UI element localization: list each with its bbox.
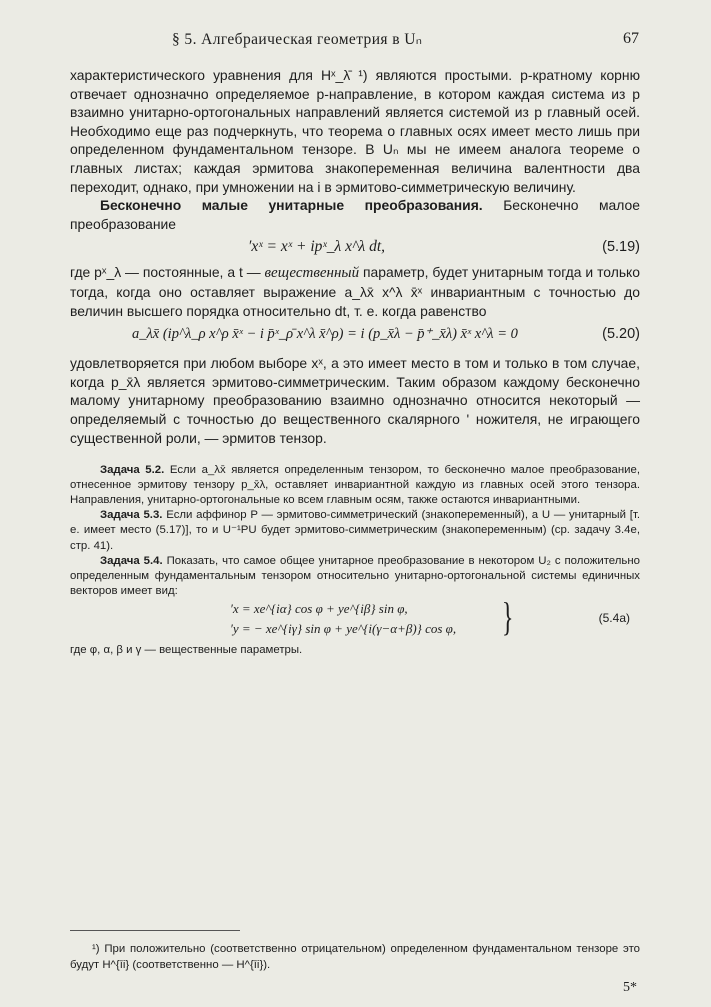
problem-5-3	[70, 508, 640, 553]
emphasis-real: вещественный	[264, 265, 360, 282]
paragraph-2	[70, 196, 640, 233]
equation-5-19	[70, 233, 640, 263]
system-number: (5.4а)	[598, 610, 630, 625]
equation-5-20-number: (5.20)	[602, 326, 640, 343]
footnote-rule	[70, 930, 240, 931]
system-line-2: ′y = − xe^{iγ} sin φ + ye^{i(γ−α+β)} cos φ,	[230, 620, 457, 636]
problem-5-3-label: Задача 5.3.	[100, 509, 163, 522]
paragraph-3	[70, 263, 640, 320]
paragraph-3-rest: параметр, будет унитарным тогда и только тогда, когда оно оставляет выражение a_λx̄ x^λ x̄ˣ инвариантным с точностью до величин высшего порядка относительно dt, т. е. когда равенство	[70, 264, 641, 319]
page-number: 67	[623, 30, 639, 47]
paragraph-1: характеристического уравнения для Hˣ_λ̄ ¹) являются простыми. p-кратному корню отвечает однозначно определяемое p-направление, в котором каждая система из p взаимно унитарно-ортогональных направлений является системой из p главный осей. Необходимо еще раз подчеркнуть, что теорема о главных осях имеет место лишь при определенном фундаментальном тензоре. В Uₙ мы не имеем аналога теореме о главных листах; каждая эрмитова знакопеременная величина валентности два переходит, однако, при умножении на i в эрмитово-симметрическую величину.	[70, 67, 640, 195]
right-brace-icon: }	[501, 593, 514, 639]
paragraph-2-text: Бесконечно малое преобразование	[70, 197, 640, 232]
main-text	[70, 66, 640, 658]
equation-system-5-4a	[70, 593, 640, 643]
equation-5-19-formula: ′xˣ = xˣ + ipˣ_λ x^λ dt,	[248, 238, 386, 256]
section-heading: Бесконечно малые унитарные преобразования.	[100, 197, 483, 214]
problem-5-4	[70, 554, 640, 599]
running-header	[0, 30, 711, 52]
signature-mark: 5*	[623, 980, 637, 995]
problem-5-2	[70, 463, 640, 508]
problem-5-2-text: Если a_λx̄ является определенным тензором, то бесконечно малое преобразование, отнесенное эрмитову тензору p_x̄λ, оставляет инвариантной каждую из главных осей этого тензора. Направления, унитарно-ортогональные ко всем главным осям, также остаются инвариантными.	[70, 464, 640, 507]
paragraph-4: удовлетворяется при любом выборе xˣ, а это имеет место в том и только в том случае, когда p_x̄λ является эрмитово-симметрическим. Таким образом каждому бесконечно малому унитарному преобразованию взаимно однозначно относится некоторый — определяемый с точностью до вещественного скалярного ' ножителя, не играющего существенной роли, — эрмитов тензор.	[70, 355, 640, 446]
problem-5-3-text: Если аффинор P — эрмитово-симметрический (знакопеременный), а U — унитарный [т. е. имеет место (5.17)], то и U⁻¹PU будет эрмитово-симметрическим (знакопеременным) (ср. задачу 3.4е, стр. 41).	[70, 509, 640, 552]
equation-5-19-number: (5.19)	[602, 239, 640, 256]
problem-5-4-label: Задача 5.4.	[100, 554, 163, 567]
problems-block	[70, 463, 640, 658]
problem-5-4-text: Показать, что самое общее унитарное преобразование в некотором U₂ с положительно определенным фундаментальным тензором относительно унитарно-ортогональной системы единичных векторов имеет вид:	[70, 554, 640, 597]
system-line-1: ′x = xe^{iα} cos φ + ye^{iβ} sin φ,	[230, 600, 408, 616]
problem-5-2-label: Задача 5.2.	[100, 464, 165, 477]
equation-5-20-formula: a_λx̄ (ip^λ_ρ x^ρ x̄ˣ − i p̄ˣ_ρ̄ x^λ x̄^ρ) = i (p_x̄λ − p̄⁺_x̄λ) x̄ˣ x^λ = 0	[132, 326, 518, 343]
equation-5-20	[70, 320, 640, 354]
paragraph-3-start: где pˣ_λ — постоянные, а t —	[70, 264, 261, 281]
header-title: § 5. Алгебраическая геометрия в Uₙ	[172, 31, 423, 48]
footnote: ¹) При положительно (соответственно отрицательном) определенном фундаментальном тензоре это будут H^{īi} (соответственно — H^{īi}).	[70, 943, 640, 971]
problem-5-4-tail: где φ, α, β и γ — вещественные параметры.	[70, 643, 303, 656]
